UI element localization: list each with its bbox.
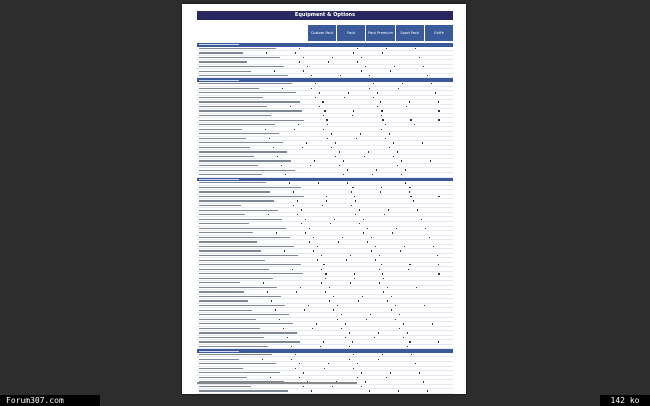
row-label [199, 359, 239, 360]
column-header: Griffe [425, 25, 453, 41]
row-label [199, 223, 249, 224]
row-label [199, 246, 294, 247]
row-label [199, 372, 280, 373]
row-label [199, 287, 277, 288]
row-label [199, 319, 256, 320]
row-label [199, 48, 276, 49]
row-label [199, 52, 243, 53]
row-label [199, 115, 271, 116]
row-label [199, 129, 242, 130]
row-label [199, 97, 263, 98]
row-label [199, 83, 292, 84]
row-label [199, 200, 274, 201]
row-label [199, 214, 245, 215]
footnote [197, 382, 357, 384]
row-label [199, 291, 244, 292]
row-label [199, 310, 252, 311]
row-label [199, 255, 298, 256]
row-label [199, 156, 254, 157]
row-label [199, 282, 240, 283]
column-headers [308, 25, 453, 41]
row-label [199, 368, 243, 369]
row-label [199, 232, 253, 233]
row-label [199, 273, 303, 274]
row-label [199, 323, 293, 324]
row-label [199, 314, 289, 315]
column-header: Pack Premium [366, 25, 394, 41]
row-label [199, 210, 278, 211]
row-label [199, 237, 290, 238]
row-label [199, 241, 257, 242]
row-label [199, 187, 301, 188]
row-label [199, 44, 239, 45]
row-label [199, 110, 302, 111]
row-label [199, 174, 262, 175]
row-label [199, 66, 284, 67]
file-size: 142 ko [600, 395, 650, 406]
row-label [199, 165, 258, 166]
row-label [199, 305, 285, 306]
site-label: Forum307.com [0, 395, 100, 406]
row-label [199, 196, 304, 197]
row-label [199, 61, 247, 62]
column-header: Sport Pack [396, 25, 424, 41]
row-label [199, 138, 246, 139]
row-label [199, 296, 281, 297]
row-label [199, 354, 272, 355]
row-label [199, 124, 275, 125]
row-label [199, 106, 267, 107]
row-label [199, 120, 304, 121]
row-label [199, 57, 280, 58]
row-label [199, 75, 288, 76]
row-label [199, 337, 264, 338]
row-label [199, 328, 260, 329]
page-title: Equipment & Options [197, 11, 453, 20]
row-label [199, 142, 283, 143]
row-label [199, 377, 247, 378]
row-label [199, 182, 266, 183]
row-label [199, 264, 301, 265]
row-label [199, 260, 265, 261]
row-label [199, 151, 287, 152]
column-header: Custom Pack [308, 25, 336, 41]
row-label [199, 170, 295, 171]
row-label [199, 179, 239, 180]
row-label [199, 88, 259, 89]
row-label [199, 80, 239, 81]
row-label [199, 341, 300, 342]
row-label [199, 351, 239, 352]
row-label [199, 71, 251, 72]
equipment-table [197, 43, 453, 394]
row-label [199, 205, 241, 206]
row-label [199, 346, 268, 347]
row-label [199, 278, 273, 279]
row-label [199, 133, 279, 134]
row-label [199, 386, 251, 387]
row-label [199, 390, 288, 391]
row-label [199, 332, 297, 333]
row-label [199, 160, 291, 161]
row-label [199, 363, 276, 364]
row-label [199, 147, 250, 148]
row-label [199, 269, 269, 270]
row-label [199, 92, 296, 93]
row-label [199, 300, 248, 301]
row-label [199, 191, 270, 192]
row-label [199, 228, 286, 229]
column-header: Pack [337, 25, 365, 41]
row-label [199, 250, 261, 251]
row-label [199, 219, 282, 220]
document-page [182, 4, 466, 394]
row-label [199, 101, 300, 102]
